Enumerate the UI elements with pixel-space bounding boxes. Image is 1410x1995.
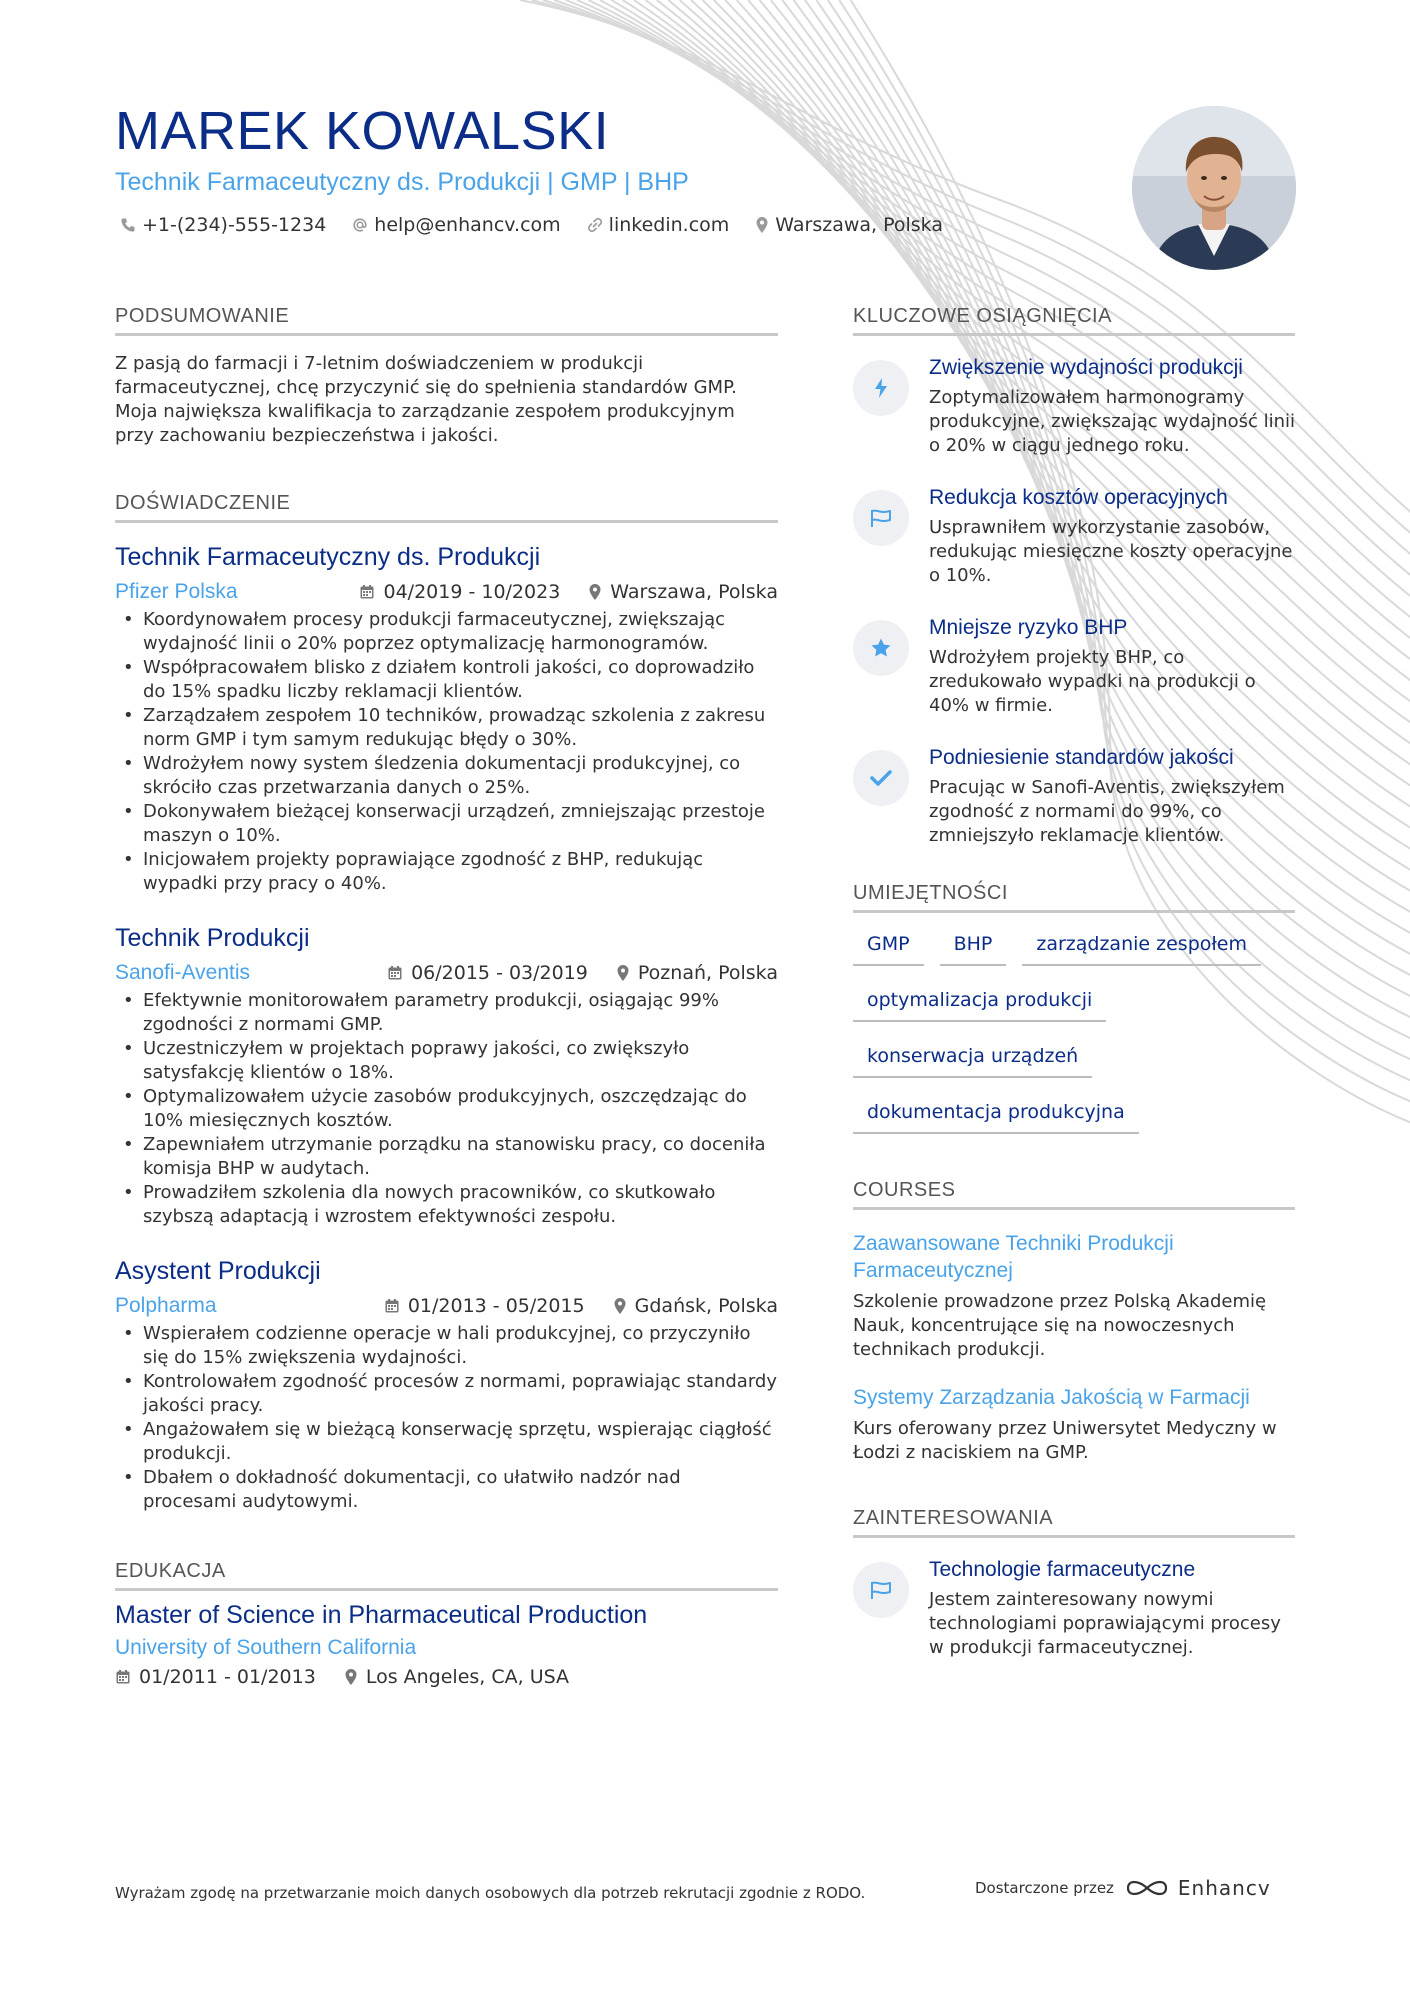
- job-bullets: [115, 608, 778, 896]
- skill-tag: BHP: [940, 925, 1007, 966]
- education-section: [115, 1560, 778, 1688]
- profile-photo-image: [1132, 106, 1296, 270]
- calendar-icon: [384, 1298, 400, 1314]
- skill-tag: optymalizacja produkcji: [853, 981, 1106, 1022]
- job-dates-text: 04/2019 - 10/2023: [383, 581, 561, 603]
- at-icon: [352, 217, 368, 233]
- education-dates-text: 01/2011 - 01/2013: [139, 1666, 316, 1688]
- job-entry: [115, 543, 778, 896]
- job-bullet: • Inicjowałem projekty poprawiające zgodność z BHP, redukując wypadki przy pracy o 40%.: [115, 848, 778, 896]
- achievement-item: [853, 486, 1295, 588]
- calendar-icon: [115, 1669, 131, 1685]
- skills-heading: UMIEJĘTNOŚCI: [853, 882, 1295, 913]
- achievements-heading: KLUCZOWE OSIĄGNIĘCIA: [853, 305, 1295, 336]
- job-dates-text: 01/2013 - 05/2015: [407, 1295, 585, 1317]
- job-location: [616, 962, 778, 984]
- job-company: Polpharma: [115, 1294, 217, 1317]
- job-bullet: • Uczestniczyłem w projektach poprawy jakości, co zwiększyło satysfakcję klientów o 18%.: [115, 1037, 778, 1085]
- course-title: Systemy Zarządzania Jakością w Farmacji: [853, 1386, 1250, 1409]
- job-bullets: [115, 1322, 778, 1514]
- course-desc: Kurs oferowany przez Uniwersytet Medyczny w Łodzi z naciskiem na GMP.: [853, 1418, 1277, 1463]
- job-location: [588, 581, 778, 603]
- job-bullet: • Zapewniałem utrzymanie porządku na stanowisku pracy, co doceniła komisja BHP w audytach.: [115, 1133, 778, 1181]
- contact-bar: [120, 214, 969, 236]
- interest-desc: Jestem zainteresowany nowymi technologiami poprawiającymi procesy w produkcji farmaceutycznej.: [929, 1589, 1281, 1658]
- achievement-content: [929, 746, 1295, 848]
- contact-phone-text: +1-(234)-555-1234: [142, 214, 327, 236]
- job-meta: [115, 961, 778, 985]
- location-pin-icon: [616, 964, 630, 982]
- interest-item: [853, 1558, 1295, 1660]
- summary-section: [115, 305, 778, 448]
- job-bullet: • Dbałem o dokładność dokumentacji, co ułatwiło nadzór nad procesami audytowymi.: [115, 1466, 778, 1514]
- job-entry: [115, 924, 778, 1229]
- job-location-text: Poznań, Polska: [637, 962, 778, 984]
- achievement-title: Podniesienie standardów jakości: [929, 746, 1234, 769]
- contact-email[interactable]: [352, 214, 560, 236]
- achievement-item: [853, 356, 1295, 458]
- contact-phone[interactable]: [120, 214, 326, 236]
- education-meta: [115, 1666, 778, 1688]
- job-location-text: Gdańsk, Polska: [634, 1295, 778, 1317]
- calendar-icon: [387, 965, 403, 981]
- job-title: Technik Farmaceutyczny ds. Produkcji: [115, 543, 541, 571]
- candidate-title: Technik Farmaceutyczny ds. Produkcji | GMP | BHP: [115, 168, 689, 196]
- job-bullet: • Optymalizowałem użycie zasobów produkcyjnych, oszczędzając do 10% miesięcznych kosztów.: [115, 1085, 778, 1133]
- skill-tag: dokumentacja produkcyjna: [853, 1093, 1139, 1134]
- right-column: [853, 305, 1295, 1688]
- footer-branding: [975, 1876, 1271, 1900]
- achievement-title: Redukcja kosztów operacyjnych: [929, 486, 1228, 509]
- left-column: [115, 305, 778, 1688]
- footer-brand: Enhancv: [1177, 1876, 1271, 1900]
- achievement-content: [929, 356, 1295, 458]
- lightning-icon: [872, 377, 890, 399]
- interest-icon-badge: [853, 1562, 909, 1618]
- course-desc: Szkolenie prowadzone przez Polską Akademię Nauk, koncentrujące się na nowoczesnych technikach produkcji.: [853, 1291, 1267, 1360]
- job-bullet: • Dokonywałem bieżącej konserwacji urządzeń, zmniejszając przestoje maszyn o 10%.: [115, 800, 778, 848]
- achievement-icon-badge: [853, 620, 909, 676]
- contact-location: [755, 214, 943, 236]
- achievement-icon-badge: [853, 360, 909, 416]
- interests-section: [853, 1507, 1295, 1660]
- experience-section: [115, 492, 778, 1514]
- job-meta-right: [359, 962, 778, 984]
- achievement-desc: Pracując w Sanofi-Aventis, zwiększyłem zgodność z normami do 99%, co zmniejszyło reklamacje klientów.: [929, 777, 1285, 846]
- job-location-text: Warszawa, Polska: [610, 581, 778, 603]
- job-location: [613, 1295, 778, 1317]
- job-entry: [115, 1257, 778, 1514]
- job-dates: [359, 581, 560, 603]
- footer-powered-by: Dostarczone przez: [975, 1879, 1114, 1897]
- education-heading: EDUKACJA: [115, 1560, 778, 1591]
- interest-title: Technologie farmaceutyczne: [929, 1558, 1196, 1581]
- education-dates: [115, 1666, 316, 1688]
- achievement-item: [853, 616, 1295, 718]
- flag-icon: [869, 1580, 893, 1600]
- job-bullet: • Koordynowałem procesy produkcji farmaceutycznej, zwiększając wydajność linii o 20% poprzez optymalizację harmonogramów.: [115, 608, 778, 656]
- calendar-icon: [359, 584, 375, 600]
- location-pin-icon: [613, 1297, 627, 1315]
- job-bullet: • Prowadziłem szkolenia dla nowych pracowników, co skutkowało szybszą adaptacją i wzrostem efektywności zespołu.: [115, 1181, 778, 1229]
- skills-list: [853, 925, 1295, 1149]
- phone-icon: [120, 217, 136, 233]
- skills-section: [853, 882, 1295, 1149]
- achievement-desc: Zoptymalizowałem harmonogramy produkcyjne, zwiększając wydajność linii o 20% w ciągu jednego roku.: [929, 387, 1296, 456]
- job-meta-right: [356, 1295, 778, 1317]
- check-icon: [870, 769, 892, 787]
- education-location-text: Los Angeles, CA, USA: [365, 1666, 570, 1688]
- star-icon: [870, 637, 892, 659]
- profile-photo: [1132, 106, 1296, 270]
- job-dates-text: 06/2015 - 03/2019: [411, 962, 588, 984]
- job-bullet: • Współpracowałem blisko z działem kontroli jakości, co doprowadziło do 15% spadku liczby reklamacji klientów.: [115, 656, 778, 704]
- job-bullet: • Wdrożyłem nowy system śledzenia dokumentacji produkcyjnej, co skróciło czas przetwarzania danych o 25%.: [115, 752, 778, 800]
- job-meta-right: [331, 581, 778, 603]
- achievement-icon-badge: [853, 490, 909, 546]
- job-bullet: • Zarządzałem zespołem 10 techników, prowadząc szkolenia z zakresu norm GMP i tym samym redukując błędy o 30%.: [115, 704, 778, 752]
- course-item: [853, 1230, 1295, 1362]
- contact-linkedin[interactable]: [587, 214, 730, 236]
- job-bullet: • Efektywnie monitorowałem parametry produkcji, osiągając 99% zgodności z normami GMP.: [115, 989, 778, 1037]
- location-pin-icon: [755, 216, 769, 234]
- job-dates: [387, 962, 588, 984]
- course-title: Zaawansowane Techniki Produkcji Farmaceutycznej: [853, 1232, 1174, 1282]
- summary-text: Z pasją do farmacji i 7-letnim doświadczeniem w produkcji farmaceutycznej, chcę przyczynić się do spełnienia standardów GMP. Moja największa kwalifikacja to zarządzanie zespołem produkcyjnym przy zachowaniu bezpieczeństwa i jakości.: [115, 353, 737, 446]
- achievement-content: [929, 616, 1295, 718]
- achievement-item: [853, 746, 1295, 848]
- location-pin-icon: [344, 1668, 358, 1686]
- skill-tag: konserwacja urządzeń: [853, 1037, 1092, 1078]
- achievement-content: [929, 486, 1295, 588]
- contact-linkedin-text: linkedin.com: [608, 214, 730, 236]
- achievement-title: Mniejsze ryzyko BHP: [929, 616, 1128, 639]
- education-location: [344, 1666, 569, 1688]
- flag-icon: [869, 508, 893, 528]
- contact-email-text: help@enhancv.com: [374, 214, 561, 236]
- job-meta: [115, 580, 778, 604]
- job-title: Asystent Produkcji: [115, 1257, 321, 1285]
- achievement-icon-badge: [853, 750, 909, 806]
- achievements-section: [853, 305, 1295, 848]
- location-pin-icon: [588, 583, 602, 601]
- contact-location-text: Warszawa, Polska: [775, 214, 943, 236]
- job-company: Sanofi-Aventis: [115, 961, 251, 984]
- interest-content: [929, 1558, 1295, 1660]
- skill-tag: zarządzanie zespołem: [1022, 925, 1261, 966]
- achievement-desc: Usprawniłem wykorzystanie zasobów, redukując miesięczne koszty operacyjne o 10%.: [929, 517, 1293, 586]
- experience-heading: DOŚWIADCZENIE: [115, 492, 778, 523]
- candidate-name: MAREK KOWALSKI: [115, 101, 610, 161]
- interests-heading: ZAINTERESOWANIA: [853, 1507, 1295, 1538]
- job-bullet: • Wspierałem codzienne operacje w hali produkcyjnej, co przyczyniło się do 15% zwiększenia wydajności.: [115, 1322, 778, 1370]
- course-item: [853, 1384, 1295, 1465]
- job-company: Pfizer Polska: [115, 580, 238, 603]
- skill-tag: GMP: [853, 925, 924, 966]
- courses-heading: COURSES: [853, 1179, 1295, 1210]
- job-bullet: • Kontrolowałem zgodność procesów z normami, poprawiając standardy jakości pracy.: [115, 1370, 778, 1418]
- achievement-title: Zwiększenie wydajności produkcji: [929, 356, 1243, 379]
- education-degree: Master of Science in Pharmaceutical Production: [115, 1601, 648, 1629]
- job-title: Technik Produkcji: [115, 924, 310, 952]
- job-meta: [115, 1294, 778, 1318]
- summary-heading: PODSUMOWANIE: [115, 305, 778, 336]
- job-bullet: • Angażowałem się w bieżącą konserwację sprzętu, wspierając ciągłość produkcji.: [115, 1418, 778, 1466]
- footer-consent: Wyrażam zgodę na przetwarzanie moich danych osobowych dla potrzeb rekrutacji zgodnie z RODO.: [115, 1884, 866, 1902]
- job-bullets: [115, 989, 778, 1229]
- courses-section: [853, 1179, 1295, 1465]
- job-dates: [384, 1295, 585, 1317]
- link-icon: [587, 217, 603, 233]
- enhancv-logo-icon: [1124, 1876, 1170, 1900]
- education-school: University of Southern California: [115, 1636, 417, 1659]
- achievement-desc: Wdrożyłem projekty BHP, co zredukowało wypadki na produkcji o 40% w firmie.: [929, 647, 1256, 716]
